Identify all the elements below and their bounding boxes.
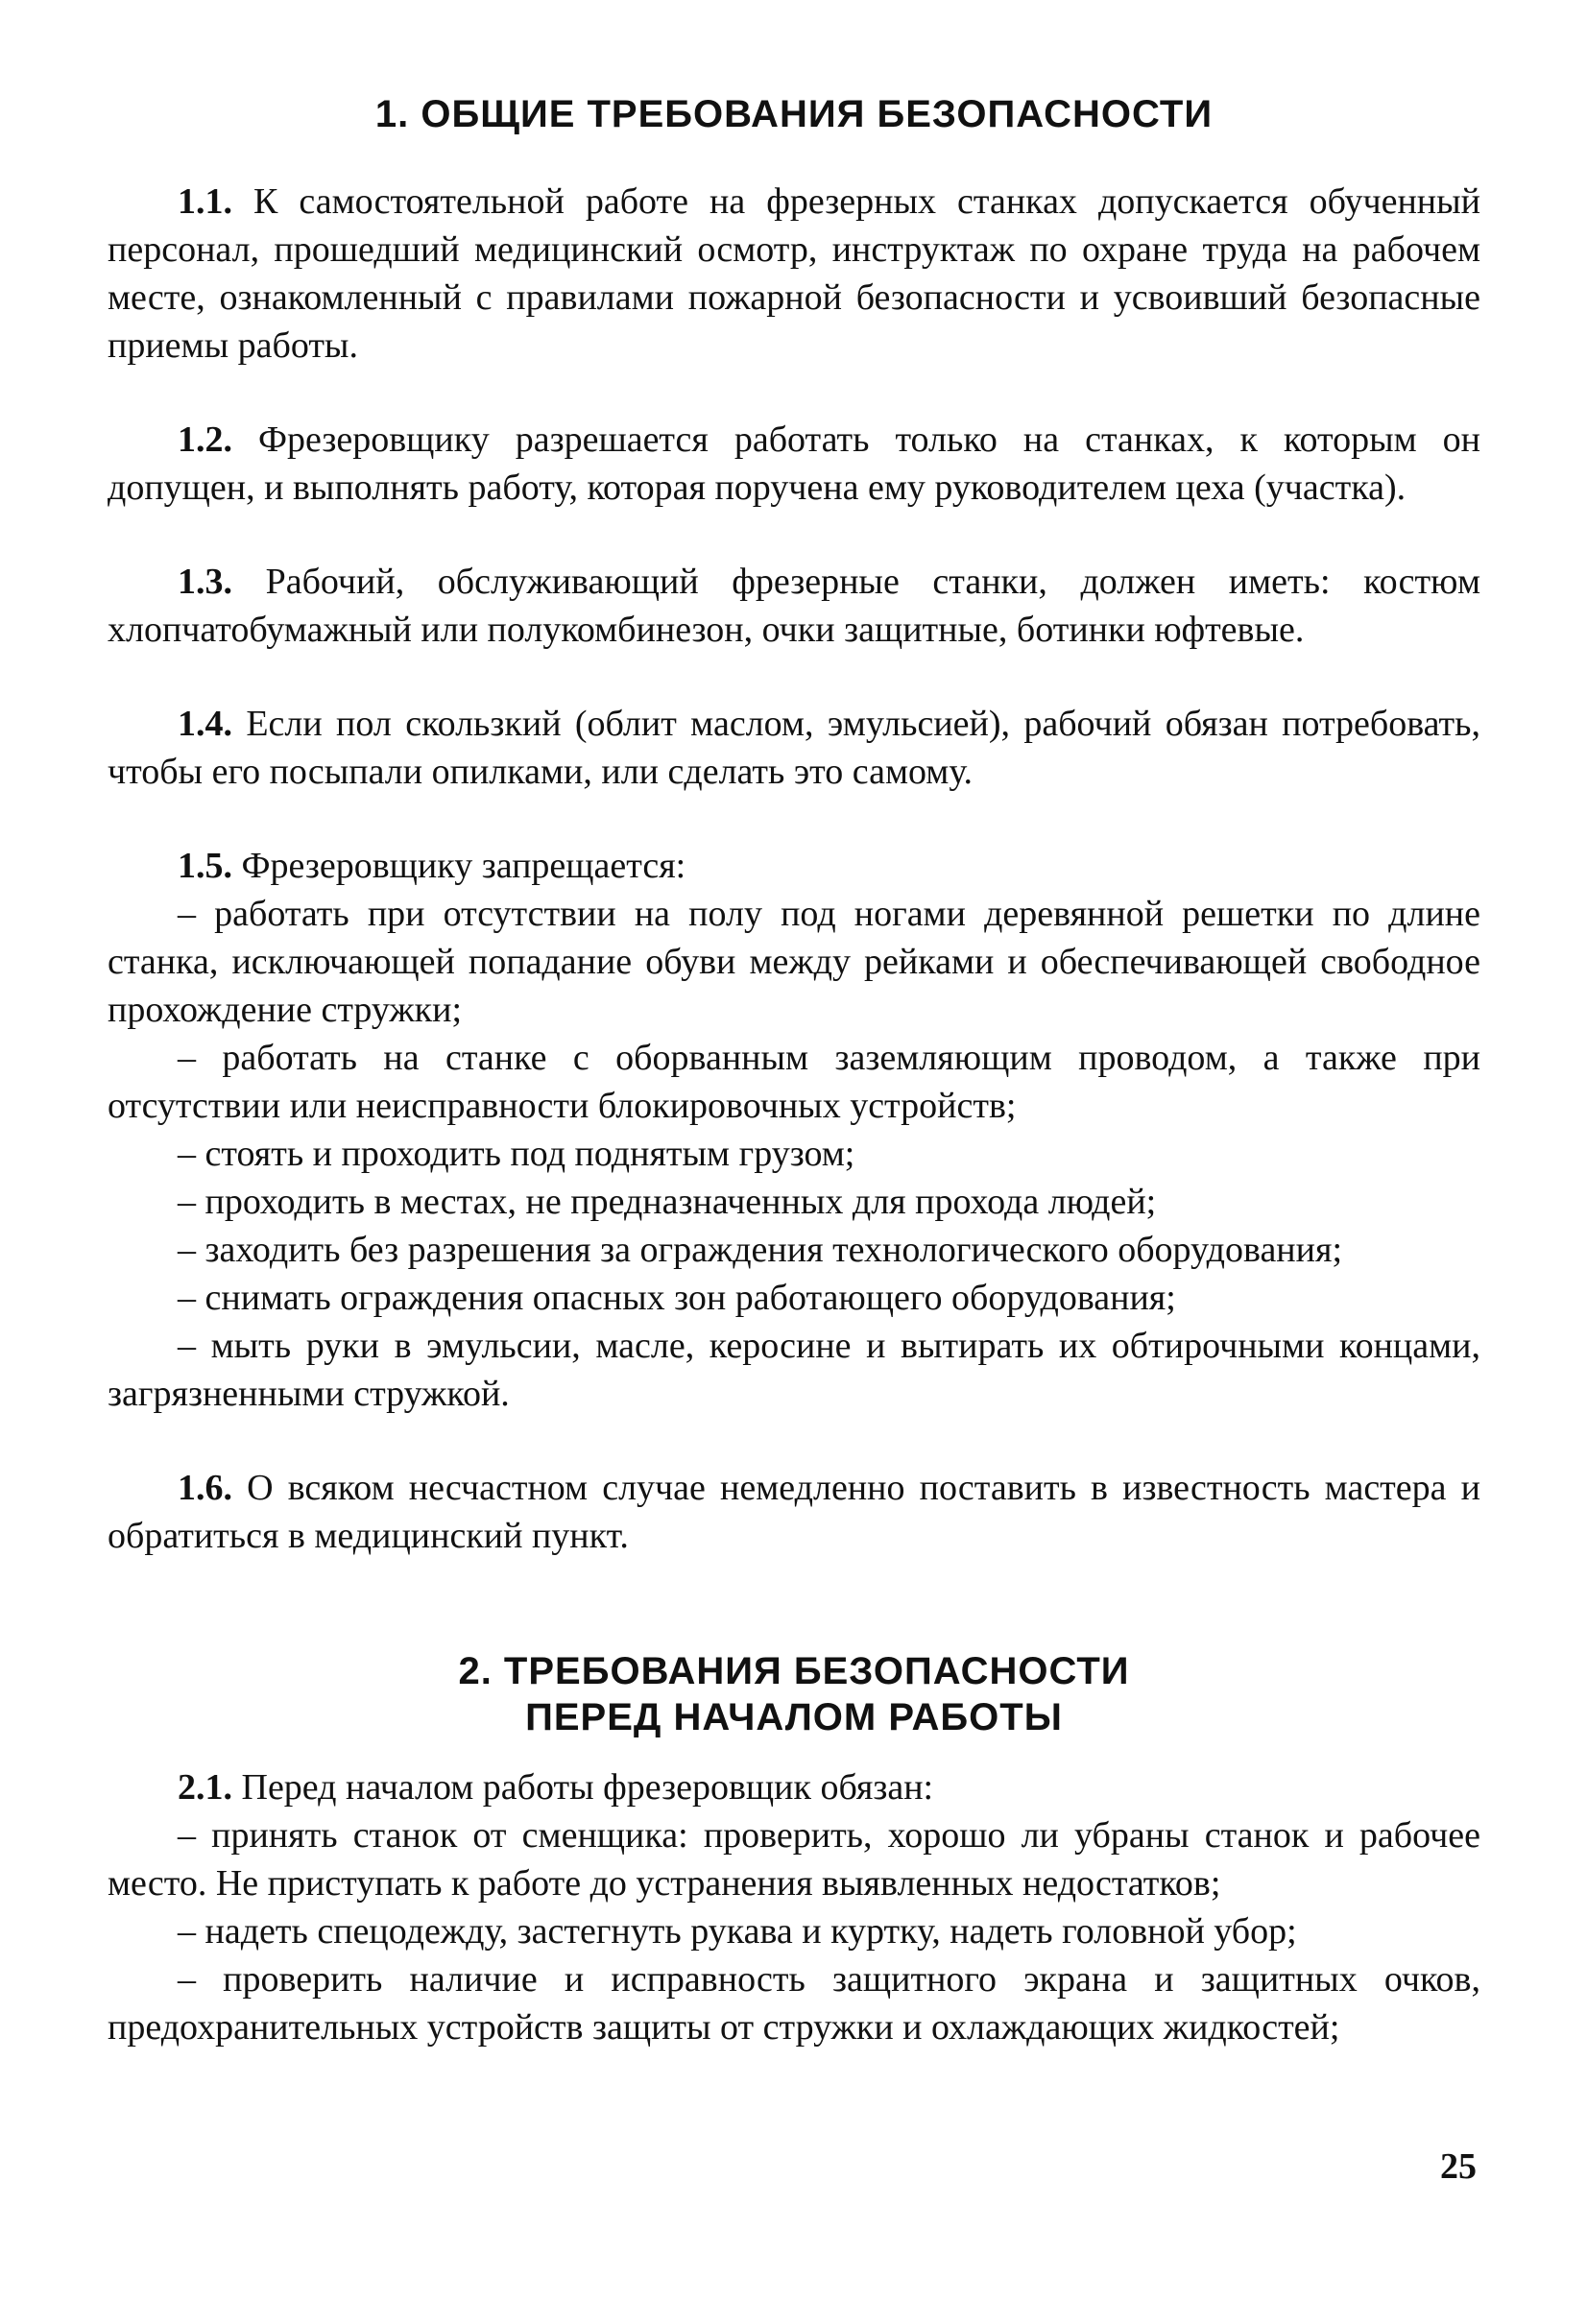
paragraph-1-3 — [108, 558, 1480, 654]
paragraph-text: К самостоятельной работе на фрезерных станках допускается обученный персонал, прошедший медицинский осмотр, инструктаж по охране труда на рабочем месте, ознакомленный с правилами пожарной безопасности и усвоивший безопасные приемы работы. — [108, 181, 1480, 366]
list-item: – снимать ограждения опасных зон работающего оборудования; — [178, 1278, 1176, 1318]
section-1-heading: 1. ОБЩИЕ ТРЕБОВАНИЯ БЕЗОПАСНОСТИ — [374, 93, 1214, 135]
paragraph-text: Фрезеровщику разрешается работать только на станках, к которым он допущен, и выполнять работу, которая поручена ему руководителем цеха (участка). — [108, 419, 1480, 508]
list-item: – мыть руки в эмульсии, масле, керосине и вытирать их обтирочными концами, загрязненными стружкой. — [108, 1326, 1480, 1414]
paragraph-1-5 — [108, 842, 1480, 890]
list-item: – заходить без разрешения за ограждения технологического оборудования; — [178, 1230, 1343, 1270]
list-item: – стоять и проходить под поднятым грузом; — [178, 1134, 855, 1174]
paragraph-text: Фрезеровщику запрещается: — [232, 846, 686, 886]
paragraph-number: 1.6. — [178, 1468, 232, 1508]
paragraph-text: Перед началом работы фрезеровщик обязан: — [232, 1767, 934, 1808]
paragraph-text: О всяком несчастном случае немедленно поставить в известность мастера и обратиться в медицинский пункт. — [108, 1468, 1480, 1556]
list-item: – работать на станке с оборванным заземляющим проводом, а также при отсутствии или неисправности блокировочных устройств; — [108, 1038, 1480, 1126]
paragraph-text: Если пол скользкий (облит маслом, эмульсией), рабочий обязан потребовать, чтобы его посыпали опилками, или сделать это самому. — [108, 704, 1480, 792]
paragraph-number: 1.1. — [178, 181, 232, 222]
paragraph-number: 1.3. — [178, 562, 232, 602]
section-2-heading-line-1: 2. ТРЕБОВАНИЯ БЕЗОПАСНОСТИ — [458, 1650, 1130, 1692]
duties-list — [108, 1811, 1480, 2051]
paragraph-1-1 — [108, 178, 1480, 370]
paragraph-number: 1.5. — [178, 846, 232, 886]
list-item: – принять станок от сменщика: проверить, хорошо ли убраны станок и рабочее место. Не приступать к работе до устранения выявленных недостатков; — [108, 1815, 1480, 1904]
list-item: – работать при отсутствии на полу под ногами деревянной решетки по длине станка, исключающей попадание обуви между рейками и обеспечивающей свободное прохождение стружки; — [108, 894, 1480, 1030]
paragraph-1-2 — [108, 416, 1480, 512]
prohibitions-list — [108, 890, 1480, 1418]
paragraph-1-6 — [108, 1464, 1480, 1560]
page-number: 25 — [1440, 2146, 1477, 2187]
paragraph-1-4 — [108, 700, 1480, 796]
paragraph-text: Рабочий, обслуживающий фрезерные станки, должен иметь: костюм хлопчатобумажный или полукомбинезон, очки защитные, ботинки юфтевые. — [108, 562, 1480, 650]
list-item: – проверить наличие и исправность защитного экрана и защитных очков, предохранительных устройств защиты от стружки и охлаждающих жидкостей; — [108, 1959, 1480, 2048]
paragraph-number: 2.1. — [178, 1767, 232, 1808]
list-item: – надеть спецодежду, застегнуть рукава и куртку, надеть головной убор; — [178, 1911, 1297, 1952]
paragraph-number: 1.2. — [178, 419, 232, 460]
section-2-heading — [108, 1648, 1480, 1740]
paragraph-number: 1.4. — [178, 704, 232, 744]
list-item: – проходить в местах, не предназначенных для прохода людей; — [178, 1182, 1157, 1222]
paragraph-2-1 — [108, 1763, 1480, 1811]
document-page — [108, 0, 1480, 2324]
section-2-heading-line-2: ПЕРЕД НАЧАЛОМ РАБОТЫ — [525, 1696, 1063, 1738]
